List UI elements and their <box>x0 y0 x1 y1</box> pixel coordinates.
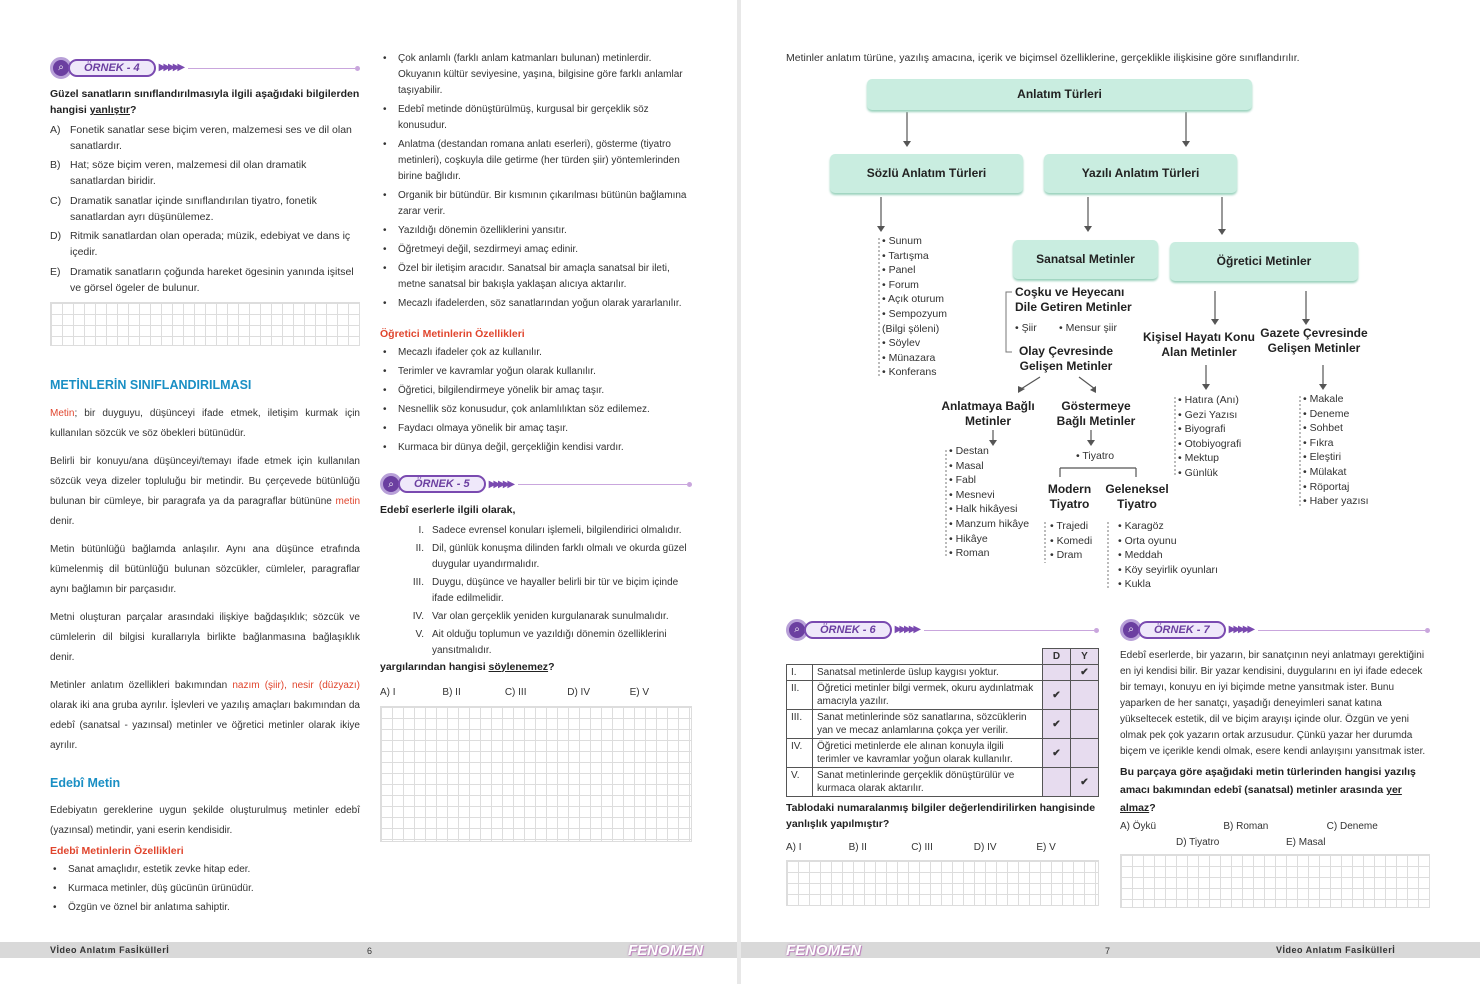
answer-choice[interactable]: C) III <box>504 686 527 698</box>
tree-list-item: • Fıkra <box>1303 436 1334 449</box>
statement <box>380 575 692 607</box>
divider-dot <box>687 482 692 487</box>
cell-y[interactable]: ✔ <box>1071 768 1099 797</box>
divider-line <box>924 630 1094 631</box>
statement <box>380 627 692 659</box>
answer-choice[interactable]: E) V <box>1036 842 1056 853</box>
tree-tiyatro: • Tiyatro <box>1076 450 1115 462</box>
divider-dot <box>355 66 360 71</box>
list-item: • Mecazlı ifadeler çok az kullanılır. <box>380 345 692 361</box>
tree-list-item: • Mülakat <box>1303 465 1347 478</box>
left-page <box>0 0 737 984</box>
tree-list-item: • Eleştiri <box>1303 451 1342 464</box>
tree-list-item: • Otobiyografi <box>1178 437 1242 450</box>
tree-gazete: Gazete Çevresinde Gelişen Metinler <box>1260 326 1368 355</box>
statement-text: Var olan gerçeklik yeniden kurgulanarak sunulmalıdır. <box>432 610 669 622</box>
section-title: METİNLERİN SINIFLANDIRILMASI <box>50 378 252 393</box>
tree-list-item: • Fabl <box>949 474 977 487</box>
answer-choice[interactable]: B) II <box>848 842 867 853</box>
list-item: • Mecazlı ifadelerden, söz sanatlarından yoğun olarak yararlanılır. <box>380 296 692 312</box>
cell-d[interactable] <box>1043 665 1071 681</box>
option-text: Ritmik sanatlardan olan operada; müzik, edebiyat ve dans iç içedir. <box>70 230 351 259</box>
answer-choice[interactable]: A) I <box>380 686 396 698</box>
list-item: • Terimler ve kavramlar yoğun olarak kullanılır. <box>380 364 692 380</box>
list-item: • Nesnellik söz konusudur, çok anlamlılıktan söz edilemez. <box>380 402 692 418</box>
tree-mensur: • Mensur şiir <box>1059 322 1117 334</box>
tree-list-item: • Komedi <box>1050 534 1093 547</box>
modern-list <box>1050 519 1092 563</box>
list-item: • Çok anlamlı (farklı anlam katmanları bulunan) metinlerdir. Okuyanın kültür seviyesine, yaşına, bilgisine göre farklı anlamlar taşıyabilir. <box>380 51 692 99</box>
tree-list-item: • Mektup <box>1178 452 1220 465</box>
example-5-statements <box>380 523 692 659</box>
tree-list-item: • Trajedi <box>1050 520 1089 532</box>
example-4-options <box>50 122 360 297</box>
row-number: III. <box>787 710 813 739</box>
statement-text: Dil, günlük konuşma dilinden farklı olmalı ve okurda güzel duygular uyandırmalıdır. <box>432 542 687 570</box>
tree-list-item: • Kukla <box>1118 578 1151 591</box>
answer-grid <box>380 706 692 842</box>
paragraph-2: Belirli bir konuyu/ana düşünceyi/temayı ifade etmek için kullanılan sözcük veya dizeler topluluğu bir metindir. Bu çerçevede bütünlüğü bulunan bir cümleye, bir paragrafa ya da paragraflar bütününe metin denir. <box>50 455 360 527</box>
example-7-answers-row2 <box>1120 835 1430 851</box>
list-item: • Organik bir bütündür. Bir kısmının çıkarılması bütünün bağlamına zarar verir. <box>380 188 692 220</box>
example-5-question: yargılarından hangisi söylenemez? <box>380 660 555 673</box>
list-item: • Sanat amaçlıdır, estetik zevke hitap eder. <box>50 862 360 878</box>
chevron-icon: ▶▶▶▶▶ <box>158 62 183 74</box>
option-letter: C) <box>50 194 62 207</box>
tree-list-item: • Açık oturum <box>882 293 945 306</box>
list-item: • Edebî metinde dönüştürülmüş, kurgusal bir gerçeklik söz konusudur. <box>380 102 692 134</box>
column-d-header: D <box>1043 649 1071 665</box>
example-7-header <box>1120 620 1430 640</box>
ogretici-features-title: Öğretici Metinlerin Özellikleri <box>380 328 525 340</box>
tree-list-item: • Hikâye <box>949 532 988 545</box>
row-statement: Sanat metinlerinde gerçeklik dönüştürülür ve kurmaca olarak aktarılır. <box>813 768 1043 797</box>
statement-number: IV. <box>412 610 424 622</box>
tree-list-item: • Konferans <box>882 366 937 379</box>
example-6-title: ÖRNEK - 6 <box>804 621 892 639</box>
tree-list-item: • Gezi Yazısı <box>1178 408 1238 421</box>
statement <box>380 541 692 573</box>
magnifier-icon: ⌕ <box>50 57 72 79</box>
statement-number: III. <box>412 576 424 588</box>
cell-d[interactable] <box>1043 768 1071 797</box>
tree-list-item: • Sempozyum <box>882 307 947 320</box>
chevron-icon: ▶▶▶▶▶ <box>894 624 919 636</box>
cell-y[interactable] <box>1071 710 1099 739</box>
example-6-answers <box>786 840 1099 856</box>
list-item: • Anlatma (destandan romana anlatı eserleri), gösterme (tiyatro metinleri), coşkuyla dile getirme (her türden şiir) yöntemlerinden birine bağlıdır. <box>380 137 692 185</box>
statement-text: Sadece evrensel konuları işlemeli, bilgilendirici olmalıdır. <box>432 524 682 536</box>
cell-y[interactable]: ✔ <box>1071 665 1099 681</box>
brand-logo: FENOMEN <box>628 942 703 959</box>
footer-text: Vİdeo Anlatım Fasİküllerİ <box>50 945 170 955</box>
tree-gostermeye: Göstermeye Bağlı Metinler <box>1056 399 1136 428</box>
tree-list-item: • Mesnevi <box>949 488 995 501</box>
gazete-list <box>1303 392 1369 509</box>
option <box>50 193 360 226</box>
tree-cosku: Coşku ve Heyecanı Dile Getiren Metinler <box>1015 285 1132 314</box>
tree-list-item: • Tartışma <box>882 249 929 262</box>
edebi-features-list <box>50 862 360 916</box>
example-6-question: Tablodaki numaralanmış bilgiler değerlendirilirken hangisinde yanlışlık yapılmıştır? <box>786 802 1096 830</box>
tree-modern: Modern Tiyatro <box>1047 482 1092 511</box>
tree-sozlu: Sözlü Anlatım Türleri <box>830 154 1023 193</box>
tree-siir: • Şiir <box>1015 322 1037 334</box>
tree-list-item: • Deneme <box>1303 407 1350 420</box>
tree-list-item: • Röportaj <box>1303 480 1350 493</box>
tree-list-item: • Forum <box>882 278 919 291</box>
example-5-intro: Edebî eserlerle ilgili olarak, <box>380 504 516 517</box>
example-4-title: ÖRNEK - 4 <box>68 59 156 77</box>
option <box>50 157 360 190</box>
tree-list-item: • Makale <box>1303 393 1344 405</box>
tree-list-item: • Orta oyunu <box>1118 534 1177 547</box>
tree-list-item: • Haber yazısı <box>1303 495 1369 508</box>
table-row <box>787 681 1099 710</box>
statement-text: Duygu, düşünce ve hayaller belirli bir tür ve biçim içinde ifade edilmelidir. <box>432 576 679 604</box>
tree-list-item: (Bilgi şöleni) <box>882 322 940 335</box>
tree-list-item: • Günlük <box>1178 466 1218 479</box>
tree-list-item: • Münazara <box>882 351 936 364</box>
edebi-metin-paragraph: Edebiyatın gereklerine uygun şekilde oluşturulmuş metinler edebî (yazınsal) metindir, yani eserin kendisidir. <box>50 804 360 836</box>
tree-anlatmaya: Anlatmaya Bağlı Metinler <box>941 399 1035 428</box>
example-5-title: ÖRNEK - 5 <box>398 475 486 493</box>
tree-list-item: • Köy seyirlik oyunları <box>1118 563 1218 576</box>
chevron-icon: ▶▶▶▶▶ <box>488 478 513 490</box>
list-item: • Özgün ve öznel bir anlatıma sahiptir. <box>50 900 360 916</box>
list-item: • Öğretmeyi değil, sezdirmeyi amaç edinir. <box>380 242 692 258</box>
edebi-features-list-cont <box>380 51 692 312</box>
brand-logo: FENOMEN <box>786 942 861 959</box>
example-7-answers-row1 <box>1120 819 1430 835</box>
page-number: 7 <box>1105 946 1111 956</box>
chevron-icon: ▶▶▶▶▶ <box>1228 624 1253 636</box>
answer-choice[interactable]: D) IV <box>973 842 997 853</box>
table-row <box>787 739 1099 768</box>
table-row <box>787 768 1099 797</box>
tree-list-item: • Karagöz <box>1118 520 1164 532</box>
option <box>50 122 360 155</box>
edebi-metin-title: Edebî Metin <box>50 775 121 790</box>
tree-yazili: Yazılı Anlatım Türleri <box>1044 154 1237 193</box>
row-number: II. <box>787 681 813 710</box>
example-4-header <box>50 58 360 78</box>
statement-number: V. <box>415 628 424 640</box>
magnifier-icon: ⌕ <box>380 473 402 495</box>
example-7-title: ÖRNEK - 7 <box>1138 621 1226 639</box>
answer-choice[interactable]: B) Roman <box>1223 821 1269 832</box>
divider-dot <box>1094 628 1099 633</box>
answer-choice[interactable]: E) V <box>629 686 650 698</box>
list-item: • Kurmaca metinler, düş gücünün ürünüdür. <box>50 881 360 897</box>
edebi-features-title: Edebî Metinlerin Özellikleri <box>50 844 184 857</box>
list-item: • Kurmaca bir dünya değil, gerçekliğin kendisi vardır. <box>380 440 692 456</box>
paragraph-3: Metin bütünlüğü bağlamda anlaşılır. Aynı ana düşünce etrafında kümelenmiş dil bütünlüğü bulunan sözcükler, cümleler, paragraflar aynı bağlamın bir parçasıdır. <box>50 543 360 595</box>
answer-choice[interactable]: D) Tiyatro <box>1176 836 1220 848</box>
tree-list-item: • Roman <box>949 547 990 560</box>
answer-choice[interactable]: B) II <box>442 686 461 698</box>
table-row <box>787 665 1099 681</box>
statement-number: II. <box>415 542 424 554</box>
tree-list-item: • Dram <box>1050 549 1083 562</box>
option-text: Hat; söze biçim veren, malzemesi dil olan dramatik sanatlardan biridir. <box>70 159 307 188</box>
tree-list-item: • Destan <box>949 445 989 457</box>
answer-grid <box>50 302 360 346</box>
answer-grid <box>1120 854 1430 908</box>
cell-d[interactable]: ✔ <box>1043 710 1071 739</box>
option <box>50 228 360 261</box>
tree-sanatsal: Sanatsal Metinler <box>1013 240 1158 279</box>
table-header-row <box>787 649 1099 665</box>
sozlu-list <box>882 234 947 380</box>
kisisel-list <box>1178 393 1241 481</box>
divider-line <box>188 68 355 69</box>
option-letter: D) <box>50 230 62 243</box>
tree-kisisel: Kişisel Hayatı Konu Alan Metinler <box>1142 330 1256 359</box>
tree-list-item: • Sohbet <box>1303 422 1343 435</box>
table-row <box>787 710 1099 739</box>
row-number: I. <box>787 665 813 681</box>
answer-grid <box>786 860 1099 906</box>
divider-line <box>1258 630 1425 631</box>
statement-number: I. <box>418 524 424 536</box>
answer-choice[interactable]: D) IV <box>567 686 590 698</box>
tree-root: Anlatım Türleri <box>867 79 1252 110</box>
option-text: Fonetik sanatlar sese biçim veren, malzemesi ses ve dil olan sanatlardır. <box>70 123 352 152</box>
divider-line <box>518 484 687 485</box>
cell-d[interactable]: ✔ <box>1043 681 1071 710</box>
page-number: 6 <box>367 946 373 956</box>
answer-choice[interactable]: A) I <box>786 842 802 853</box>
option-letter: A) <box>50 123 61 136</box>
tree-ogretici: Öğretici Metinler <box>1170 242 1358 281</box>
left-column-1 <box>50 58 360 916</box>
answer-choice[interactable]: E) Masal <box>1286 836 1326 848</box>
row-statement: Sanatsal metinlerde üslup kaygısı yoktur. <box>813 665 1043 681</box>
answer-choice[interactable]: A) Öykü <box>1120 821 1157 832</box>
column-y-header: Y <box>1071 649 1099 665</box>
tree-list-item: • Meddah <box>1118 549 1163 562</box>
row-number: V. <box>787 768 813 797</box>
paragraph-4: Metni oluşturan parçalar arasındaki ilişkiye bağdaşıklık; sözcük ve cümlelerin dil bilgisi kurallarıyla birlikte bağlanmasına bağlaşıklık denir. <box>50 611 360 663</box>
example-6-table <box>786 648 1099 797</box>
option <box>50 264 360 297</box>
answer-choice[interactable]: C) Deneme <box>1326 821 1378 832</box>
list-item: • Özel bir iletişim aracıdır. Sanatsal bir amaçla sanatsal bir ileti, metne sanatsal bir bakışla yaklaşan alıcıya aktarılır. <box>380 261 692 293</box>
list-item: • Yazıldığı dönemin özelliklerini yansıtır. <box>380 223 692 239</box>
example-6-header <box>786 620 1099 640</box>
statement <box>380 523 692 539</box>
option-text: Dramatik sanatlar içinde sınıflandırılan tiyatro, fonetik sanatlardan ayrı düşünülemez. <box>70 194 317 223</box>
row-statement: Sanat metinlerinde söz sanatlarına, sözcüklerin yan ve mecaz anlamlarına çokça yer verilir. <box>813 710 1043 739</box>
row-statement: Öğretici metinlerde ele alınan konuyla ilgili terimler ve kavramlar yoğun olarak kullanılır. <box>813 739 1043 768</box>
tree-list-item: • Hatıra (Anı) <box>1178 394 1239 406</box>
geleneksel-list <box>1118 519 1218 592</box>
ogretici-features-list <box>380 345 692 456</box>
tree-list-item: • Halk hikâyesi <box>949 503 1018 516</box>
tree-list-item: • Sunum <box>882 235 922 247</box>
statement-text: Ait olduğu toplumun ve yazıldığı dönemin özelliklerini yansıtmalıdır. <box>432 628 667 656</box>
example-4-question: Güzel sanatların sınıflandırılmasıyla ilgili aşağıdaki bilgilerden hangisi yanlıştır? <box>50 88 360 117</box>
cell-d[interactable]: ✔ <box>1043 739 1071 768</box>
right-page <box>741 0 1480 984</box>
cell-y[interactable] <box>1071 739 1099 768</box>
option-letter: B) <box>50 159 61 172</box>
tree-geleneksel: Geleneksel Tiyatro <box>1105 482 1169 511</box>
tree-list-item: • Masal <box>949 459 984 472</box>
row-statement: Öğretici metinler bilgi vermek, okuru aydınlatmak amacıyla yazılır. <box>813 681 1043 710</box>
tree-olay: Olay Çevresinde Gelişen Metinler <box>1018 344 1114 373</box>
answer-choice[interactable]: C) III <box>911 842 933 853</box>
option-letter: E) <box>50 265 61 278</box>
paragraph-metin-def: Metin; bir duyguyu, düşünceyi ifade etmek, iletişim kurmak için kullanılan sözcük ve söz öbekleri bütünüdür. <box>50 407 360 439</box>
anlatmaya-list <box>949 444 1029 561</box>
tree-list-item: • Panel <box>882 264 916 277</box>
magnifier-icon: ⌕ <box>786 619 808 641</box>
option-text: Dramatik sanatların çoğunda hareket ögesinin yanında işitsel ve görsel ögeler de bulunur. <box>70 265 354 294</box>
table-header-spacer <box>787 649 1043 665</box>
left-column-2 <box>380 48 692 842</box>
magnifier-icon: ⌕ <box>1120 619 1142 641</box>
tree-list-item: • Söylev <box>882 337 921 350</box>
example-7-question: Bu parçaya göre aşağıdaki metin türlerinden hangisi yazılış amacı bakımından edebî (sanatsal) metinler arasında yer almaz? <box>1120 766 1416 814</box>
tree-list-item: • Biyografi <box>1178 423 1226 436</box>
paragraph-5: Metinler anlatım özellikleri bakımından nazım (şiir), nesir (düzyazı) olarak iki ana gruba ayrılır. İşlevleri ve yazılış amaçları bakımından da edebî (sanatsal - yazınsal) metinler ve öğretici metinler olarak ikiye ayrılır. <box>50 679 361 751</box>
divider-dot <box>1425 628 1430 633</box>
tree-list-item: • Manzum hikâye <box>949 517 1030 530</box>
list-item: • Faydacı olmaya yönelik bir amaç taşır. <box>380 421 692 437</box>
list-item: • Öğretici, bilgilendirmeye yönelik bir amaç taşır. <box>380 383 692 399</box>
footer-text: Vİdeo Anlatım Fasİküllerİ <box>1276 945 1396 955</box>
statement <box>380 609 692 625</box>
row-number: IV. <box>787 739 813 768</box>
example-6 <box>786 620 1099 906</box>
cell-y[interactable] <box>1071 681 1099 710</box>
example-5-header <box>380 474 692 494</box>
intro-text: Metinler anlatım türüne, yazılış amacına, içerik ve biçimsel özelliklerine, gerçeklikle ilişkisine göre sınıflandırılır. <box>786 52 1300 64</box>
example-7-text: Edebî eserlerde, bir yazarın, bir sanatçının neyi anlatmayı gerektiğini en iyi kendisi bilir. Bir yazar kendisini, duygularını en iyi ifade edecek bir temayı, konuyu en iyi biçimde metne yansıtmak ister. Bunu yaparken de her sanatçı, yaşadığı deneyimleri sanat katına yükseltecek estetik, dil ve biçim arayışı içinde olur. Özgün ve yeni olmak pek çok yazarın ortak arzusudur. Çünkü yazar her durumda biçem ve içerikle kendi olmak, esere kendi anlayışını yansıtmak ister. <box>1120 650 1426 757</box>
example-5-answers <box>380 685 692 701</box>
example-7 <box>1120 620 1430 908</box>
